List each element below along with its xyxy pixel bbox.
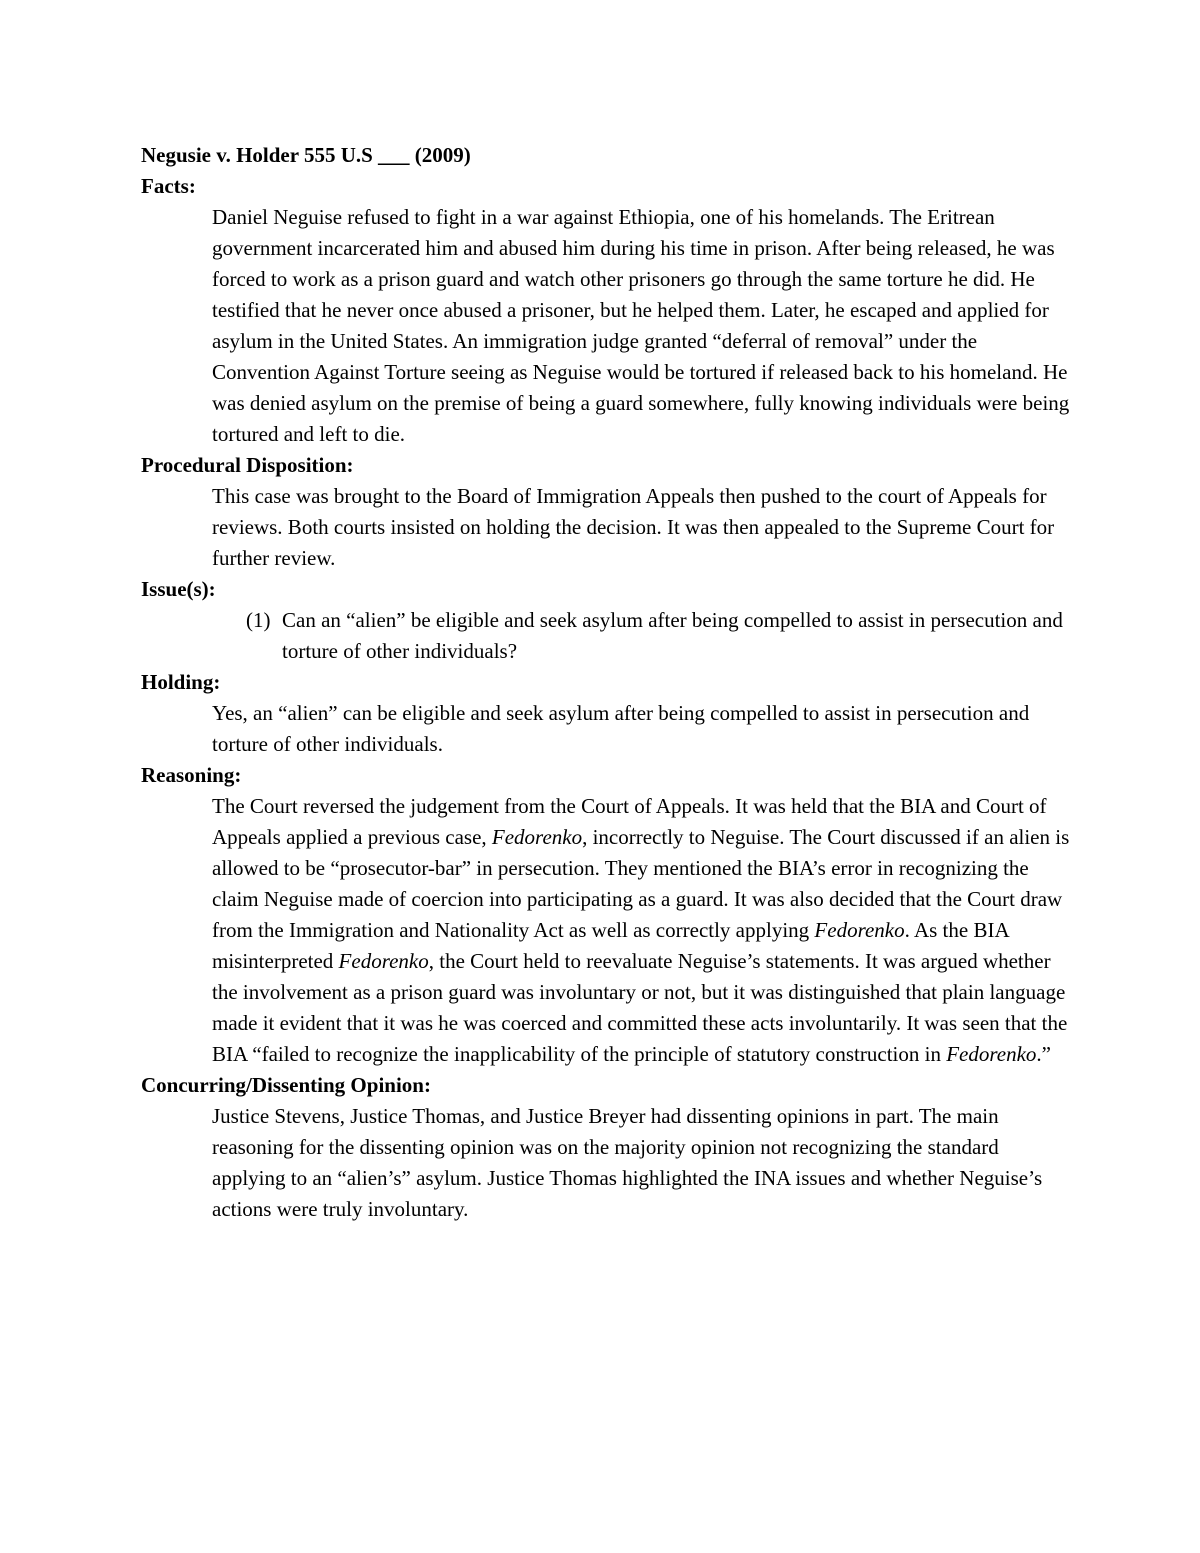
reasoning-part-2: , incorrectly to Neguise. The Court discussed if an alien is allowed to be “prosecutor-bar” in persecution. They mentioned the BIA’s error in recognizing the claim Neguise made of coercion into participating as a guard. It was also decided that the Court draw from the Immigration and Nationality Act as well as correctly applying: [212, 825, 1070, 942]
procedural-heading: Procedural Disposition:: [141, 453, 354, 477]
reasoning-part-5: .”: [1036, 1042, 1051, 1066]
opinion-heading: Concurring/Dissenting Opinion:: [141, 1073, 431, 1097]
reasoning-part-3: . As the BIA misinterpreted: [212, 918, 1009, 973]
holding-heading: Holding:: [141, 670, 221, 694]
reasoning-heading: Reasoning:: [141, 763, 242, 787]
reasoning-part-1: The Court reversed the judgement from the Court of Appeals. It was held that the BIA and Court of Appeals applied a previous case,: [212, 794, 1047, 849]
fedorenko-citation: Fedorenko: [338, 949, 429, 973]
opinion-text: Justice Stevens, Justice Thomas, and Justice Breyer had dissenting opinions in part. The main reasoning for the dissenting opinion was on the majority opinion not recognizing the standard applying to an “alien’s” asylum. Justice Thomas highlighted the INA issues and whether Neguise’s actions were truly involuntary.: [212, 1104, 1043, 1221]
fedorenko-citation: Fedorenko: [491, 825, 583, 849]
case-title: Negusie v. Holder 555 U.S ___ (2009): [141, 143, 471, 167]
fedorenko-citation: Fedorenko: [814, 918, 905, 942]
facts-text: Daniel Neguise refused to fight in a war against Ethiopia, one of his homelands. The Eritrean government incarcerated him and abused him during his time in prison. After being released, he was forced to work as a prison guard and watch other prisoners go through the same torture he did. He testified that he never once abused a prisoner, but he helped them. Later, he escaped and applied for asylum in the United States. An immigration judge granted “deferral of removal” under the Convention Against Torture seeing as Neguise would be tortured if released back to his homeland. He was denied asylum on the premise of being a guard somewhere, fully knowing individuals were being tortured and left to die.: [212, 205, 1070, 446]
procedural-text: This case was brought to the Board of Immigration Appeals then pushed to the court of Appeals for reviews. Both courts insisted on holding the decision. It was then appealed to the Supreme Court for further review.: [212, 484, 1055, 570]
fedorenko-citation: Fedorenko: [946, 1042, 1037, 1066]
document-body: [141, 140, 1071, 1225]
issues-heading: Issue(s):: [141, 577, 216, 601]
reasoning-part-4: , the Court held to reevaluate Neguise’s statements. It was argued whether the involvement as a prison guard was involuntary or not, but it was distinguished that plain language made it evident that it was he was coerced and committed these acts involuntarily. It was seen that the BIA “failed to recognize the inapplicability of the principle of statutory construction in: [212, 949, 1068, 1066]
issue-number: (1): [246, 608, 271, 632]
issue-item: [246, 605, 1071, 667]
facts-heading: Facts:: [141, 174, 196, 198]
reasoning-text: [212, 791, 1071, 1070]
holding-text: Yes, an “alien” can be eligible and seek asylum after being compelled to assist in persecution and torture of other individuals.: [212, 701, 1030, 756]
issue-text: Can an “alien” be eligible and seek asylum after being compelled to assist in persecution and torture of other individuals?: [282, 608, 1063, 663]
